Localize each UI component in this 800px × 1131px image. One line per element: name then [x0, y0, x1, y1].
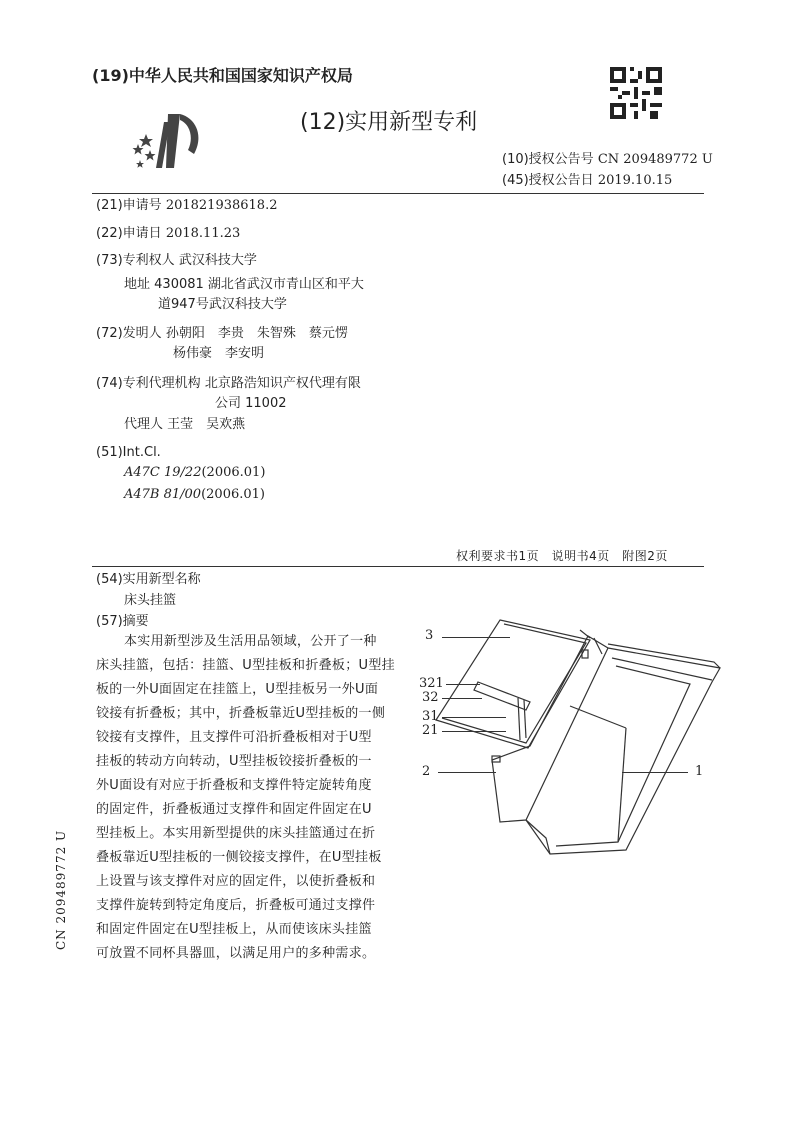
issuing-authority: (19)中华人民共和国国家知识产权局	[92, 66, 353, 85]
utility-model-title: 床头挂篮	[124, 593, 177, 608]
inventors-line-1: 孙朝阳 李贵 朱智殊 蔡元愣	[165, 326, 348, 341]
ref-label-1: 1	[695, 764, 704, 779]
address-line-2: 道947号武汉科技大学	[158, 297, 287, 312]
leader-line	[442, 731, 506, 732]
agency-label: (74)专利代理机构	[96, 376, 201, 391]
cnipa-emblem-icon	[130, 108, 210, 170]
abstract-line: 和固定件固定在U型挂板上，从而使该床头挂篮	[96, 922, 372, 937]
ref-label-21: 21	[422, 723, 439, 738]
abstract-label: (57)摘要	[96, 614, 149, 629]
side-publication-number: CN 209489772 U	[54, 829, 68, 950]
ref-label-3: 3	[425, 628, 434, 643]
abstract-line: 可放置不同杯具器皿，以满足用户的多种需求。	[96, 946, 376, 961]
agent-row	[124, 415, 245, 435]
leader-line	[446, 684, 480, 685]
patentee-row	[96, 251, 257, 271]
leader-line	[442, 717, 506, 718]
intcl-date-2: (2006.01)	[201, 487, 265, 502]
publication-number: CN 209489772 U	[597, 152, 713, 167]
intcl-date-1: (2006.01)	[201, 465, 266, 480]
abstract-line: 的固定件，折叠板通过支撑件和固定件固定在U	[96, 802, 372, 817]
agency-row	[96, 374, 361, 394]
address-line-1: 430081 湖北省武汉市青山区和平大	[154, 277, 364, 292]
leader-line	[442, 637, 510, 638]
address-row	[124, 275, 364, 295]
abstract-line: 外U面设有对应于折叠板和支撑件特定旋转角度	[96, 778, 372, 793]
publication-date: 2019.10.15	[597, 173, 673, 188]
abstract-line: 叠板靠近U型挂板的一侧铰接支撑件，在U型挂板	[96, 850, 382, 865]
abstract-line: 铰接有折叠板；其中，折叠板靠近U型挂板的一侧	[96, 706, 386, 721]
ref-label-32: 32	[422, 690, 439, 705]
intcl-code-2: A47B 81/00	[124, 487, 202, 502]
bedside-basket-drawing	[430, 610, 730, 870]
agent-label: 代理人	[124, 417, 164, 432]
abstract-line: 板的一外U面固定在挂篮上，U型挂板另一外U面	[96, 682, 379, 697]
leader-line	[442, 698, 482, 699]
abstract-line: 铰接有支撑件，且支撑件可沿折叠板相对于U型	[96, 730, 372, 745]
application-number: 201821938618.2	[165, 198, 278, 213]
application-date-row	[96, 224, 240, 244]
abstract-line: 床头挂篮，包括：挂篮、U型挂板和折叠板；U型挂	[96, 658, 395, 673]
address-label: 地址	[124, 277, 151, 292]
publication-date-row	[502, 171, 672, 191]
application-date: 2018.11.23	[165, 226, 241, 241]
header-divider	[92, 193, 704, 194]
application-date-label: (22)申请日	[96, 226, 162, 241]
title-label: (54)实用新型名称	[96, 572, 201, 587]
abstract-line: 挂板的转动方向转动，U型挂板铰接折叠板的一	[96, 754, 372, 769]
publication-number-label: (10)授权公告号	[502, 152, 594, 167]
ref-label-2: 2	[422, 764, 431, 779]
application-number-label: (21)申请号	[96, 198, 162, 213]
intcl-entry-2	[124, 485, 265, 505]
application-number-row	[96, 196, 277, 216]
abstract-line: 本实用新型涉及生活用品领域，公开了一种	[124, 634, 377, 649]
ref-label-31: 31	[422, 709, 439, 724]
publication-number-row	[502, 150, 713, 170]
inventors-label: (72)发明人	[96, 326, 162, 341]
intcl-label: (51)Int.Cl.	[96, 445, 161, 460]
intcl-entry-1	[124, 463, 265, 483]
leader-line	[438, 772, 496, 773]
agency-line-1: 北京路浩知识产权代理有限	[204, 376, 361, 391]
abstract-line: 型挂板上。本实用新型提供的床头挂篮通过在折	[96, 826, 376, 841]
abstract-line: 上设置与该支撑件对应的固定件，以使折叠板和	[96, 874, 376, 889]
agent: 王莹 吴欢燕	[167, 417, 246, 432]
document-type-title: (12)实用新型专利	[300, 110, 478, 135]
u-hanger-shape	[492, 636, 608, 822]
pages-summary: 权利要求书1页 说明书4页 附图2页	[456, 549, 668, 563]
biblio-divider	[92, 566, 704, 567]
intcl-code-1: A47C 19/22	[124, 465, 202, 480]
qr-code-icon	[610, 67, 662, 119]
inventors-row	[96, 324, 348, 344]
basket-shape	[526, 648, 720, 854]
abstract-line: 支撑件旋转到特定角度后，折叠板可通过支撑件	[96, 898, 376, 913]
leader-line	[622, 772, 688, 773]
patentee-label: (73)专利权人	[96, 253, 175, 268]
patentee: 武汉科技大学	[178, 253, 257, 268]
inventors-line-2: 杨伟豪 李安明	[173, 346, 265, 361]
ref-label-321: 321	[419, 676, 444, 691]
publication-date-label: (45)授权公告日	[502, 173, 594, 188]
agency-line-2: 公司 11002	[215, 396, 287, 411]
